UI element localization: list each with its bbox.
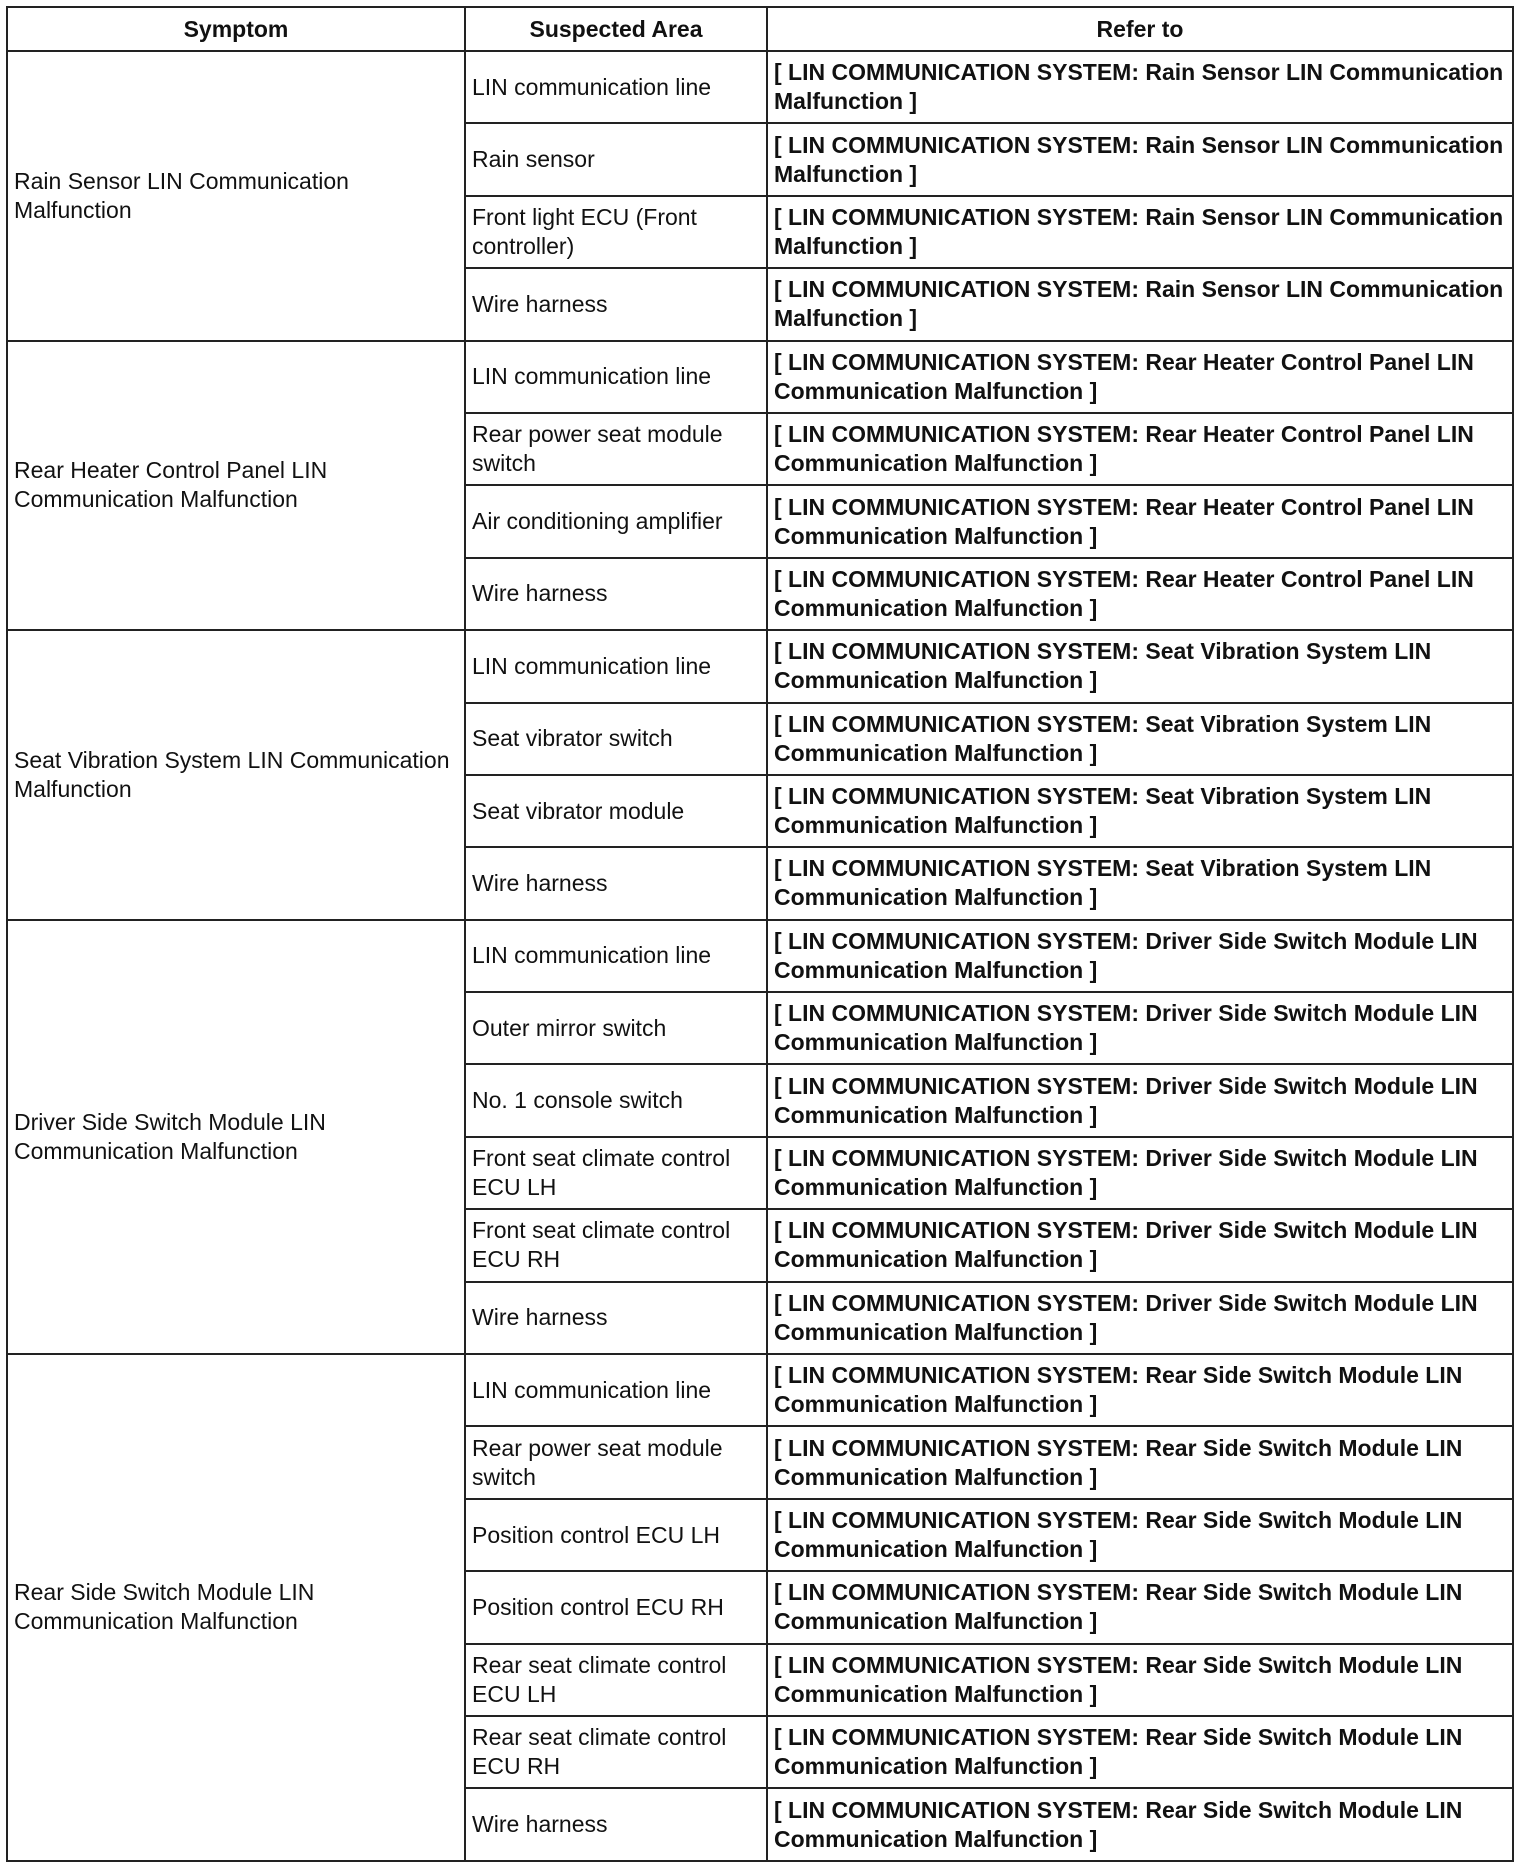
table-row <box>7 920 1513 992</box>
header-row <box>7 7 1513 51</box>
suspected-area-cell: Wire harness <box>465 847 767 919</box>
refer-to-link[interactable]: [ LIN COMMUNICATION SYSTEM: Seat Vibration System LIN Communication Malfunction ] <box>767 703 1513 775</box>
symptom-cell: Seat Vibration System LIN Communication Malfunction <box>7 630 465 920</box>
refer-to-link[interactable]: [ LIN COMMUNICATION SYSTEM: Driver Side Switch Module LIN Communication Malfunction ] <box>767 992 1513 1064</box>
suspected-area-cell: Air conditioning amplifier <box>465 485 767 557</box>
refer-to-link[interactable]: [ LIN COMMUNICATION SYSTEM: Driver Side Switch Module LIN Communication Malfunction ] <box>767 1137 1513 1209</box>
suspected-area-cell: No. 1 console switch <box>465 1064 767 1136</box>
symptom-cell: Rain Sensor LIN Communication Malfunction <box>7 51 465 341</box>
refer-to-link[interactable]: [ LIN COMMUNICATION SYSTEM: Rear Side Switch Module LIN Communication Malfunction ] <box>767 1716 1513 1788</box>
refer-to-link[interactable]: [ LIN COMMUNICATION SYSTEM: Rear Side Switch Module LIN Communication Malfunction ] <box>767 1644 1513 1716</box>
refer-to-link[interactable]: [ LIN COMMUNICATION SYSTEM: Rain Sensor LIN Communication Malfunction ] <box>767 268 1513 340</box>
suspected-area-cell: Wire harness <box>465 558 767 630</box>
symptom-cell: Rear Heater Control Panel LIN Communication Malfunction <box>7 341 465 631</box>
suspected-area-cell: Rear seat climate control ECU RH <box>465 1716 767 1788</box>
suspected-area-cell: Front seat climate control ECU RH <box>465 1209 767 1281</box>
suspected-area-cell: LIN communication line <box>465 1354 767 1426</box>
suspected-area-cell: Outer mirror switch <box>465 992 767 1064</box>
symptom-cell: Rear Side Switch Module LIN Communication Malfunction <box>7 1354 465 1861</box>
refer-to-link[interactable]: [ LIN COMMUNICATION SYSTEM: Rear Side Switch Module LIN Communication Malfunction ] <box>767 1354 1513 1426</box>
suspected-area-cell: Rear seat climate control ECU LH <box>465 1644 767 1716</box>
refer-to-link[interactable]: [ LIN COMMUNICATION SYSTEM: Rear Side Switch Module LIN Communication Malfunction ] <box>767 1499 1513 1571</box>
refer-to-link[interactable]: [ LIN COMMUNICATION SYSTEM: Driver Side Switch Module LIN Communication Malfunction ] <box>767 920 1513 992</box>
suspected-area-cell: Rain sensor <box>465 123 767 195</box>
suspected-area-cell: LIN communication line <box>465 51 767 123</box>
suspected-area-cell: Seat vibrator module <box>465 775 767 847</box>
refer-to-link[interactable]: [ LIN COMMUNICATION SYSTEM: Rear Heater Control Panel LIN Communication Malfunction ] <box>767 413 1513 485</box>
suspected-area-cell: Wire harness <box>465 1788 767 1860</box>
table-row <box>7 341 1513 413</box>
suspected-area-cell: LIN communication line <box>465 630 767 702</box>
suspected-area-cell: Position control ECU LH <box>465 1499 767 1571</box>
refer-to-link[interactable]: [ LIN COMMUNICATION SYSTEM: Driver Side Switch Module LIN Communication Malfunction ] <box>767 1064 1513 1136</box>
refer-to-link[interactable]: [ LIN COMMUNICATION SYSTEM: Rear Side Switch Module LIN Communication Malfunction ] <box>767 1788 1513 1860</box>
table-row <box>7 51 1513 123</box>
suspected-area-cell: Rear power seat module switch <box>465 1426 767 1498</box>
header-refer-to: Refer to <box>767 7 1513 51</box>
suspected-area-cell: Position control ECU RH <box>465 1571 767 1643</box>
refer-to-link[interactable]: [ LIN COMMUNICATION SYSTEM: Seat Vibration System LIN Communication Malfunction ] <box>767 775 1513 847</box>
refer-to-link[interactable]: [ LIN COMMUNICATION SYSTEM: Rear Heater Control Panel LIN Communication Malfunction ] <box>767 341 1513 413</box>
suspected-area-cell: Front light ECU (Front controller) <box>465 196 767 268</box>
refer-to-link[interactable]: [ LIN COMMUNICATION SYSTEM: Driver Side Switch Module LIN Communication Malfunction ] <box>767 1282 1513 1354</box>
header-suspected-area: Suspected Area <box>465 7 767 51</box>
suspected-area-cell: Wire harness <box>465 268 767 340</box>
suspected-area-cell: Wire harness <box>465 1282 767 1354</box>
table-row <box>7 630 1513 702</box>
suspected-area-cell: LIN communication line <box>465 920 767 992</box>
symptom-cell: Driver Side Switch Module LIN Communication Malfunction <box>7 920 465 1354</box>
suspected-area-cell: Front seat climate control ECU LH <box>465 1137 767 1209</box>
refer-to-link[interactable]: [ LIN COMMUNICATION SYSTEM: Seat Vibration System LIN Communication Malfunction ] <box>767 847 1513 919</box>
refer-to-link[interactable]: [ LIN COMMUNICATION SYSTEM: Rear Heater Control Panel LIN Communication Malfunction ] <box>767 485 1513 557</box>
troubleshooting-table <box>6 6 1514 1862</box>
refer-to-link[interactable]: [ LIN COMMUNICATION SYSTEM: Rain Sensor LIN Communication Malfunction ] <box>767 123 1513 195</box>
refer-to-link[interactable]: [ LIN COMMUNICATION SYSTEM: Seat Vibration System LIN Communication Malfunction ] <box>767 630 1513 702</box>
suspected-area-cell: Rear power seat module switch <box>465 413 767 485</box>
refer-to-link[interactable]: [ LIN COMMUNICATION SYSTEM: Rear Side Switch Module LIN Communication Malfunction ] <box>767 1426 1513 1498</box>
refer-to-link[interactable]: [ LIN COMMUNICATION SYSTEM: Rear Heater Control Panel LIN Communication Malfunction ] <box>767 558 1513 630</box>
header-symptom: Symptom <box>7 7 465 51</box>
suspected-area-cell: Seat vibrator switch <box>465 703 767 775</box>
refer-to-link[interactable]: [ LIN COMMUNICATION SYSTEM: Rear Side Switch Module LIN Communication Malfunction ] <box>767 1571 1513 1643</box>
table-row <box>7 1354 1513 1426</box>
refer-to-link[interactable]: [ LIN COMMUNICATION SYSTEM: Driver Side Switch Module LIN Communication Malfunction ] <box>767 1209 1513 1281</box>
refer-to-link[interactable]: [ LIN COMMUNICATION SYSTEM: Rain Sensor LIN Communication Malfunction ] <box>767 51 1513 123</box>
refer-to-link[interactable]: [ LIN COMMUNICATION SYSTEM: Rain Sensor LIN Communication Malfunction ] <box>767 196 1513 268</box>
table-body <box>7 51 1513 1861</box>
suspected-area-cell: LIN communication line <box>465 341 767 413</box>
